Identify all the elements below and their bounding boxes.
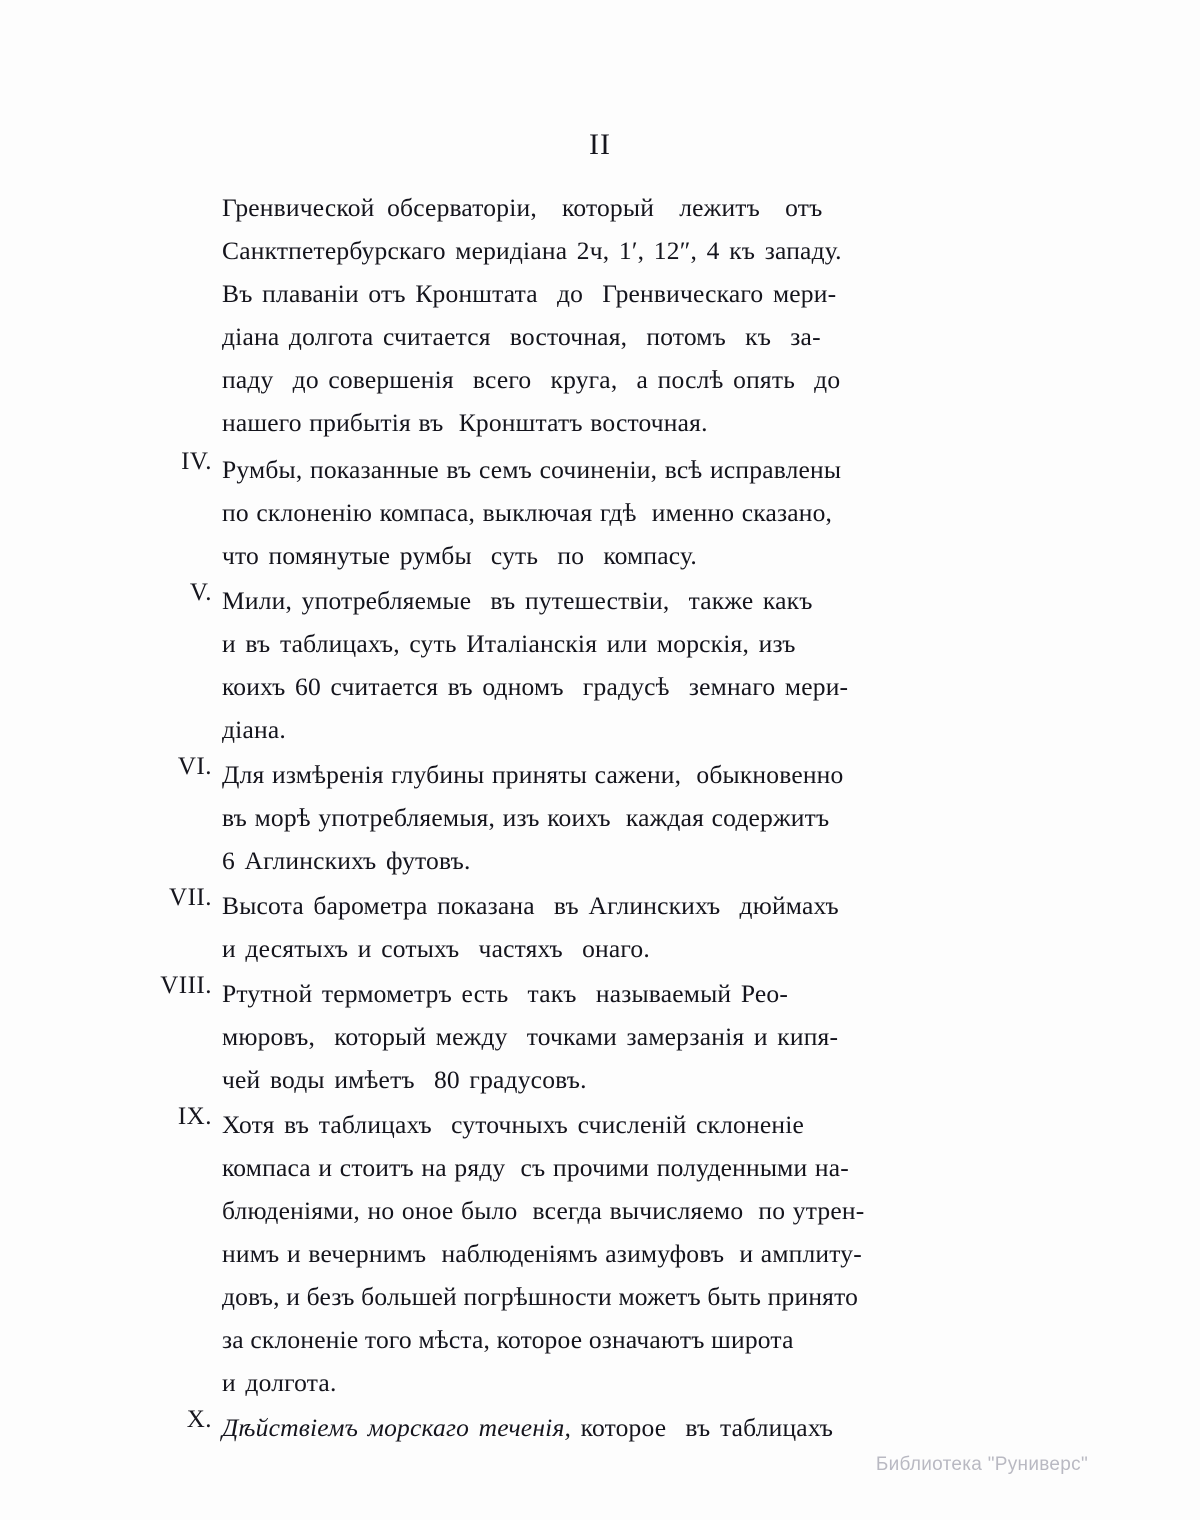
text-line: Санктпетербурскаго меридіана 2ч, 1′, 12″, 4 къ западу. [222,236,842,265]
library-watermark: Библиотека "Руниверс" [875,1454,1088,1475]
text-line: Румбы, показанные въ семъ сочиненіи, всѣ исправлены [222,455,842,484]
text-line: діана долгота считается восточная, потомъ къ за- [222,322,821,351]
text-line: по склоненію компаса, выключая гдѣ именно сказано, [222,498,833,527]
text-line: Высота барометра показана въ Аглинскихъ дюймахъ [222,891,839,920]
list-item [150,1103,1050,1404]
text-line: за склоненіе того мѣста, которое означаютъ широта [222,1325,794,1354]
list-item [150,753,1050,882]
text-line: діана. [222,715,286,744]
item-numeral: VIII. [160,972,212,999]
page-number: II [589,128,611,161]
item-numeral: VI. [177,753,212,780]
text-line: нашего прибытія въ Кронштатъ восточная. [222,408,708,437]
text-line: и въ таблицахъ, суть Италіанскія или морскія, изъ [222,629,796,658]
text-line: чей воды имѣетъ 80 градусовъ. [222,1065,587,1094]
text-line: компаса и стоитъ на ряду съ прочими полуденными на- [222,1153,849,1182]
text-line: 6 Аглинскихъ футовъ. [222,846,471,875]
text-line: мюровъ, который между точками замерзанія и кипя- [222,1022,839,1051]
text-line: въ морѣ употребляемыя, изъ коихъ каждая содержитъ [222,803,830,832]
text-line: Мили, употребляемые въ путешествіи, также какъ [222,586,813,615]
item-numeral: X. [186,1406,212,1433]
item-numeral: VII. [169,884,212,911]
italic-phrase: Дѣйствіемъ морскаго теченія, [222,1413,572,1442]
item-numeral: IV. [181,448,212,475]
item-numeral: IX. [177,1103,212,1130]
list-item [150,884,1050,970]
text-line: и десятыхъ и сотыхъ частяхъ онаго. [222,934,650,963]
text-line: блюденіями, но оное было всегда вычисляемо по утрен- [222,1196,865,1225]
text-line: что помянутые румбы суть по компасу. [222,541,697,570]
text-line: Ртутной термометръ есть такъ называемый Рео- [222,979,789,1008]
text-line: довъ, и безъ большей погрѣшности можетъ быть принято [222,1282,859,1311]
text-line-mixed [222,1406,1050,1449]
list-item [150,579,1050,751]
list-item [150,448,1050,577]
text-line: Гренвической обсерваторіи, который лежитъ отъ [222,193,823,222]
text-line: Хотя въ таблицахъ суточныхъ счисленій склоненіе [222,1110,805,1139]
list-item [150,1406,1050,1449]
text-line: которое въ таблицахъ [571,1413,834,1442]
text-line: и долгота. [222,1368,337,1397]
text-line: паду до совершенія всего круга, а послѣ опять до [222,365,841,394]
item-numeral: V. [189,579,212,606]
text-line: нимъ и вечернимъ наблюденіямъ азимуфовъ и амплиту- [222,1239,862,1268]
page-body [150,186,1050,1451]
paragraph-continuation [150,186,1050,444]
text-line: коихъ 60 считается въ одномъ градусѣ земнаго мери- [222,672,849,701]
list-item [150,972,1050,1101]
text-line: Въ плаваніи отъ Кронштата до Гренвическаго мери- [222,279,837,308]
text-line: Для измѣренія глубины приняты сажени, обыкновенно [222,760,844,789]
